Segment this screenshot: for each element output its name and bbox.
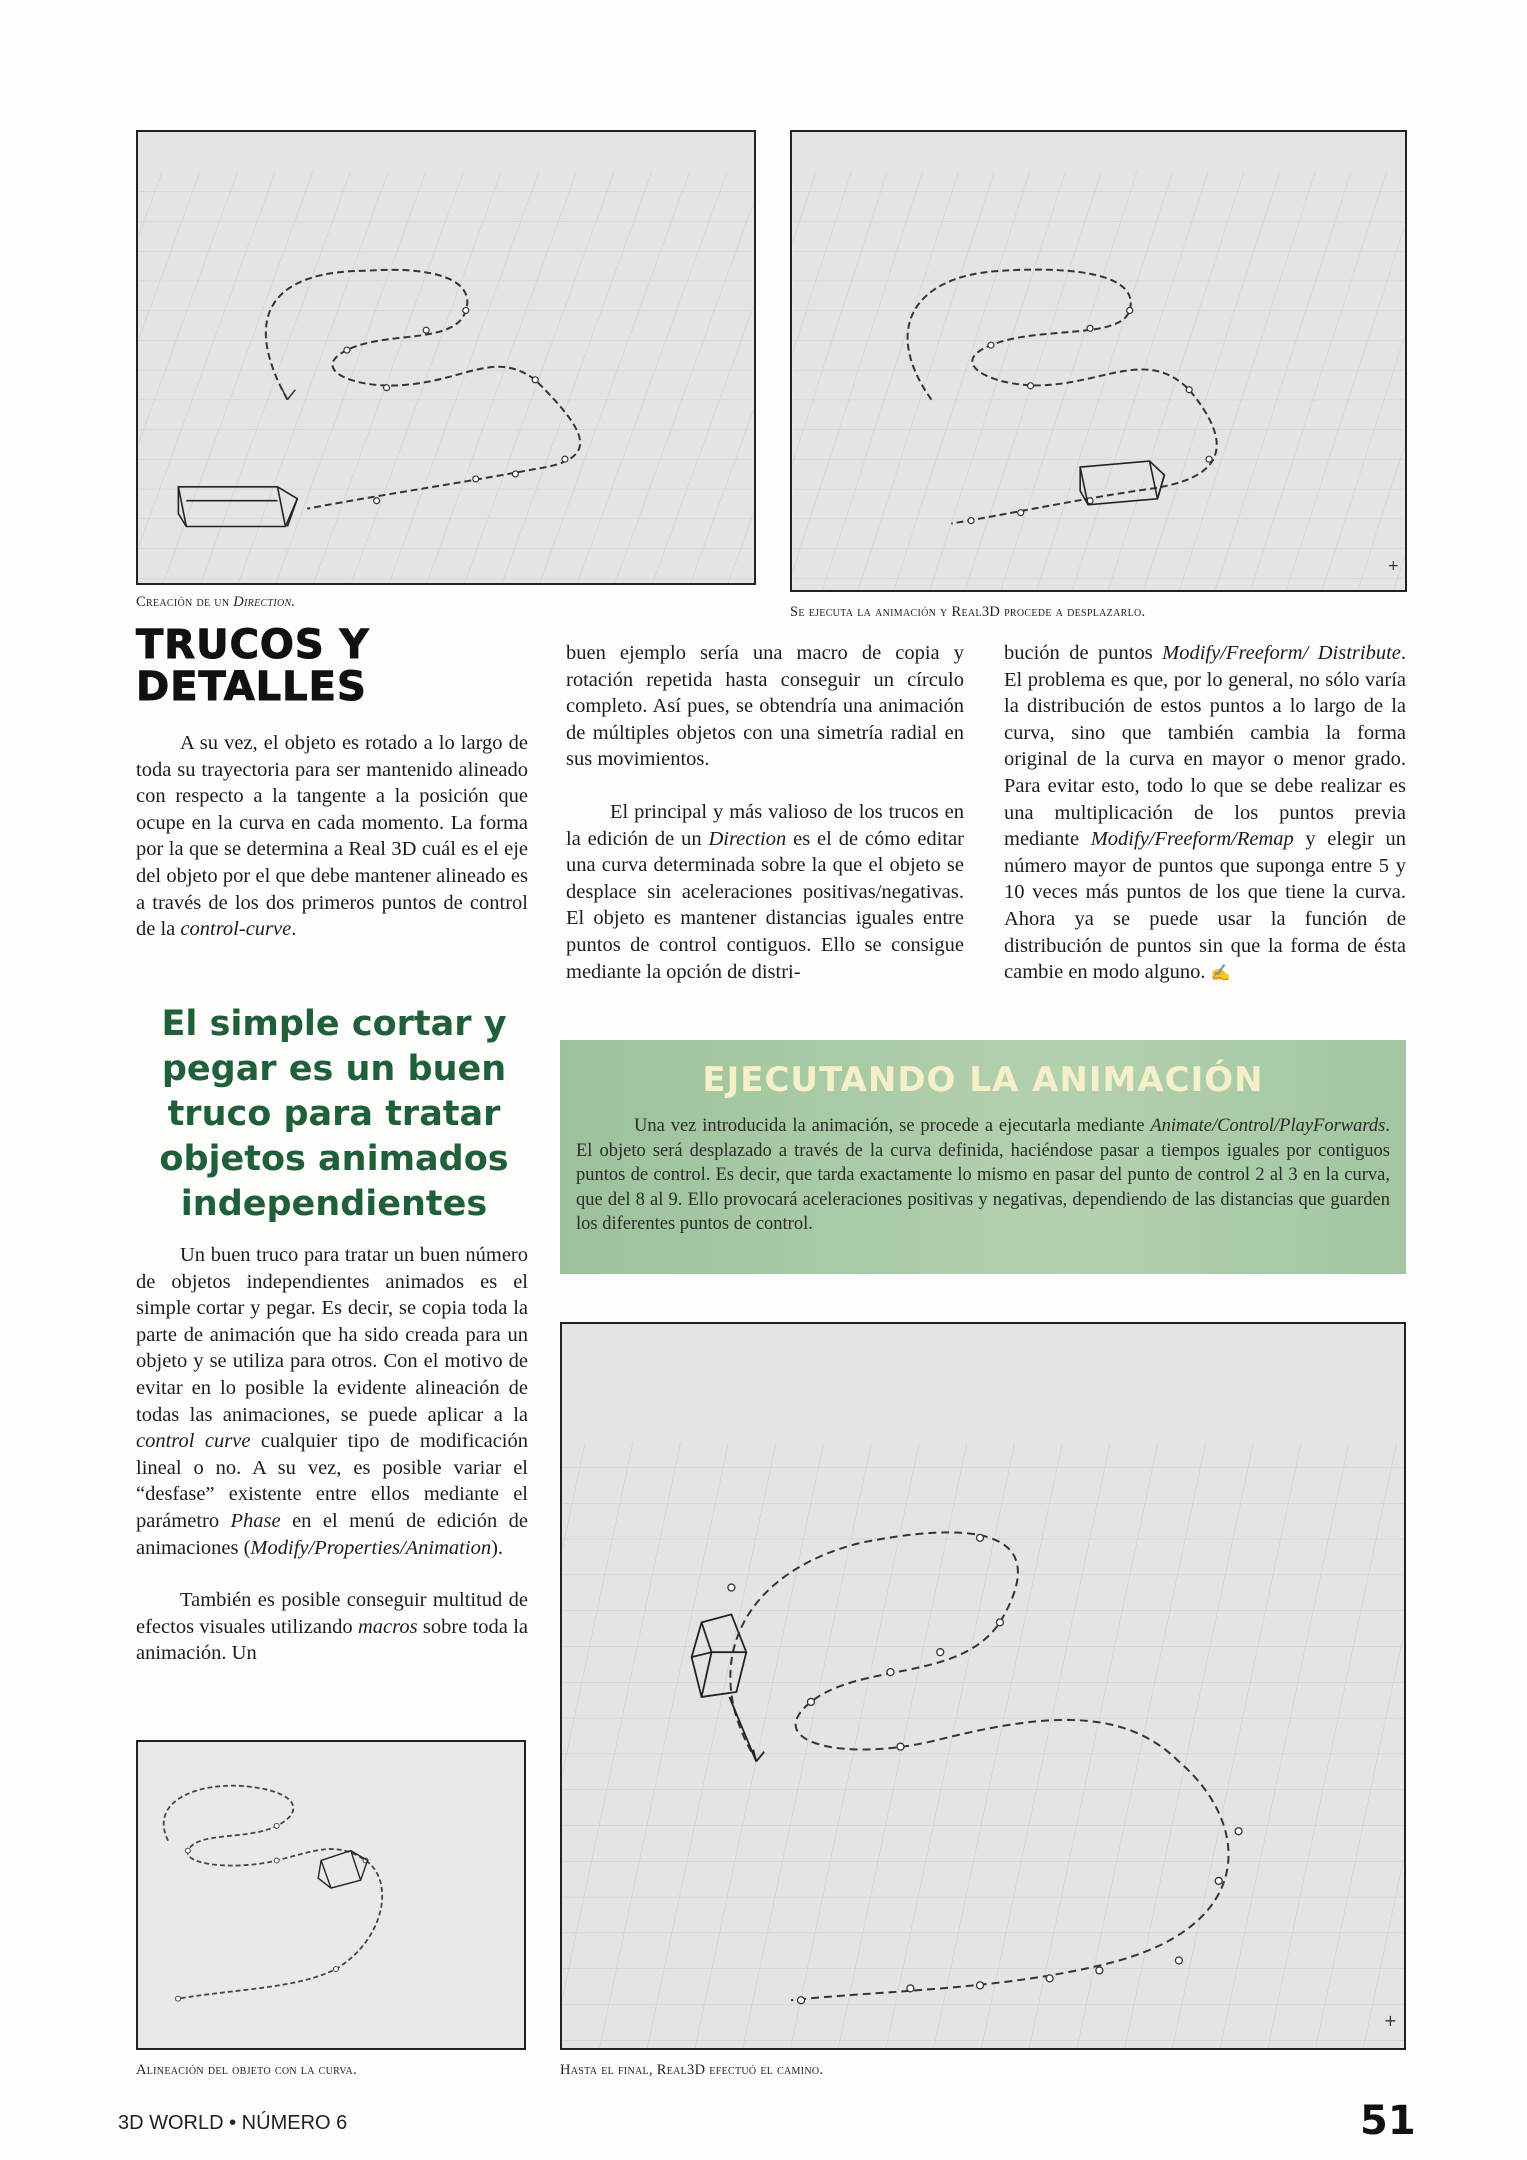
paragraph-text: . El problema es que, por lo general, no sólo varía la distribución de estos puntos a lo largo de la curva, sino que también cambia la forma original de la curva en mayor o menor grado. Para evitar esto, todo lo que se debe realizar es una multiplicación de los puntos previa mediante: [1004, 642, 1406, 851]
paragraph-italic: Modify/Properties/Animation: [250, 1536, 492, 1559]
paragraph-text: .: [291, 918, 297, 941]
figure-caption-bottom-right: Hasta el final, Real3D efectuó el camino.: [560, 2062, 824, 2078]
paragraph-text: ).: [491, 1536, 504, 1559]
figure-creation-direction: [136, 130, 756, 585]
column-3: [1004, 640, 1406, 1014]
figure-caption-top-left: [136, 594, 295, 611]
page-number: 51: [1360, 2098, 1416, 2144]
pull-quote-line: independientes: [180, 1184, 488, 1224]
paragraph-text: buen ejemplo sería una macro de copia y rotación repetida hasta conseguir un círculo completo. Así pues, se obtendría una animación de múltiples objetos con una simetría radial en sus movimientos.: [566, 642, 964, 771]
heading-line: TRUCOS Y: [136, 622, 370, 668]
figure-alignment-image: [138, 1742, 524, 2048]
pull-quote-line: El simple cortar y: [161, 1004, 507, 1044]
box-title: EJECUTANDO LA ANIMACIÓN: [702, 1060, 1264, 1100]
magazine-footer: 3D WORLD • NÚMERO 6: [118, 2112, 348, 2134]
caption-text: Creación de un: [136, 594, 234, 610]
section-heading: [136, 624, 370, 708]
caption-text-italic: Direction.: [233, 594, 296, 610]
figure-alignment: [136, 1740, 526, 2050]
paragraph-text: y elegir un número mayor de puntos que suponga entre 5 y 10 veces más puntos de los que tiene la curva. Ahora ya se puede usar la función de distribución de puntos sin que la forma de ésta cambie en modo alguno.: [1004, 828, 1406, 984]
paragraph-italic: Modify/Freeform/Remap: [1090, 828, 1294, 851]
end-mark-icon: ✍: [1210, 965, 1231, 983]
paragraph-text: Un buen truco para tratar un buen número de objetos independientes animados es el simple cortar y pegar. Es decir, se copia toda la parte de animación que ha sido creada para un objeto y se utiliza para otros. Con el motivo de evitar en lo posible la evidente alineación de todas las animaciones, se puede aplicar a la: [136, 1244, 528, 1426]
column-2: [566, 640, 964, 1011]
paragraph-italic: Direction: [708, 827, 787, 850]
pull-quote-line: pegar es un buen: [161, 1049, 507, 1089]
paragraph-italic: control-curve: [180, 918, 292, 941]
figure-creation-direction-image: [138, 132, 754, 583]
figure-final-path-image: [562, 1324, 1404, 2048]
paragraph-text: sobre toda la animación. Un: [136, 1615, 528, 1665]
paragraph-italic: control curve: [136, 1430, 251, 1453]
paragraph-text: cualquier tipo de modificación lineal o no. A su vez, es posible variar el “desfase” existente entre ellos mediante el parámetro: [136, 1430, 528, 1532]
paragraph-italic: Phase: [230, 1509, 281, 1532]
paragraph-text: El principal y más valioso de los trucos en la edición de un: [566, 800, 964, 850]
paragraph-text: También es posible conseguir multitud de efectos visuales utilizando: [136, 1589, 528, 1638]
figure-animation-run: [790, 130, 1407, 592]
pull-quote-line: objetos animados: [159, 1139, 509, 1179]
column-1-top: [136, 730, 528, 969]
box-text: . El objeto será desplazado a través de la curva definida, haciéndose pasar a tiempos iguales por contiguos puntos de control. Es decir, que tarda exactamente lo mismo en pasar del punto de control 2 al 3 en la curva, que del 8 al 9. Ello provocará aceleraciones positivas y negativas, dependiendo de las distancias que guarden los diferentes puntos de control.: [576, 1116, 1390, 1234]
paragraph-text: A su vez, el objeto es rotado a lo largo de toda su trayectoria para ser mantenido alineado con respecto a la tangente a la posición que ocupe en la curva en cada momento. La forma por la que se determina a Real 3D cuál es el eje del objeto por el que debe mantener alineado es a través de los dos primeros puntos de control de la: [136, 732, 528, 941]
pull-quote-line: truco para tratar: [167, 1094, 501, 1134]
figure-caption-top-right: Se ejecuta la animación y Real3D procede a desplazarlo.: [790, 604, 1146, 620]
paragraph-text: en el menú de edición de animaciones (: [136, 1509, 528, 1559]
heading-line: DETALLES: [136, 664, 367, 710]
paragraph-text: bución de puntos: [1004, 642, 1163, 664]
figure-caption-bottom-left: Alineación del objeto con la curva.: [136, 2062, 357, 2078]
figure-animation-run-image: [792, 132, 1405, 590]
paragraph-italic: Modify/Freeform/ Distribute: [1162, 642, 1401, 664]
paragraph-italic: macros: [357, 1615, 418, 1638]
pull-quote: [140, 1002, 528, 1227]
svg-text:+: +: [1383, 2011, 1398, 2031]
column-1-bottom: [136, 1242, 528, 1693]
box-text: Una vez introducida la animación, se procede a ejecutarla mediante: [634, 1116, 1151, 1136]
box-text-italic: Animate/Control/PlayForwards: [1150, 1116, 1386, 1136]
box-body: [576, 1114, 1390, 1237]
paragraph-text: es el de cómo editar una curva determinada sobre la que el objeto se desplace sin aceleraciones positivas/negativas. El objeto es mantener distancias iguales entre puntos de control contiguos. Ello se consigue mediante la opción de distri-: [566, 827, 964, 983]
sidebar-box-ejecutando: [560, 1040, 1406, 1274]
svg-text:+: +: [1387, 558, 1400, 575]
figure-final-path: [560, 1322, 1406, 2050]
